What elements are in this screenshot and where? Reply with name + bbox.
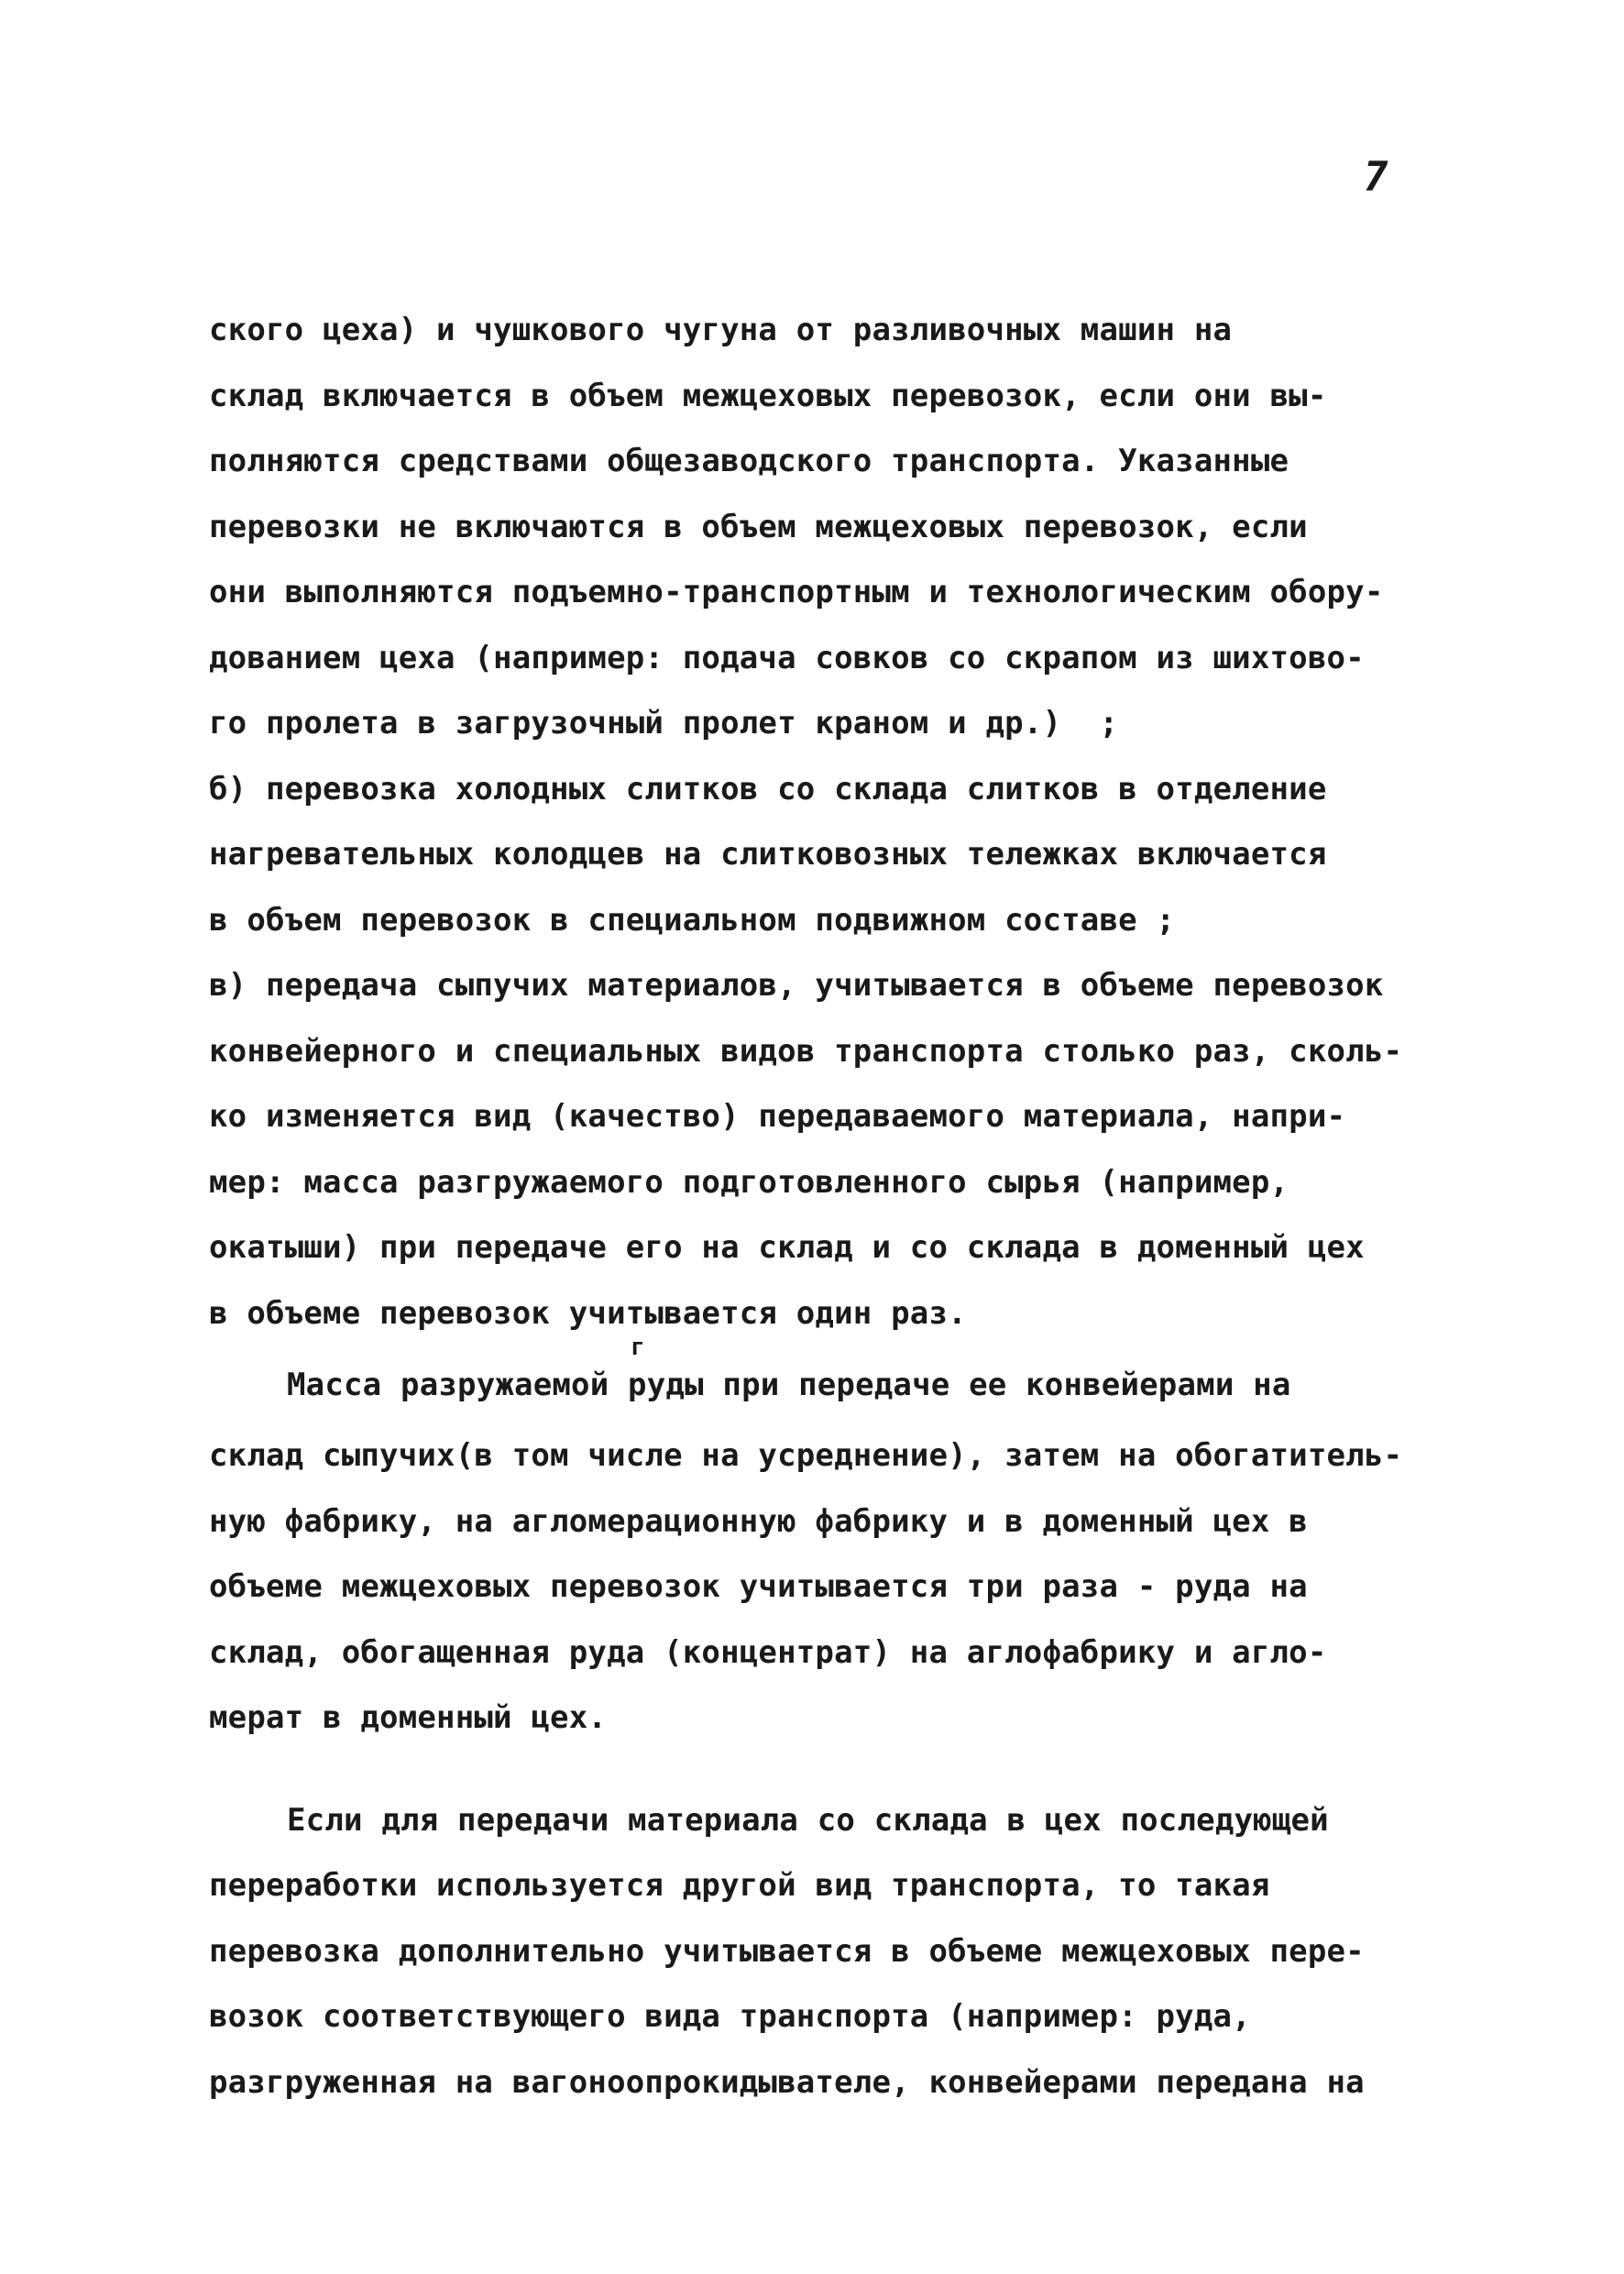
text-line: склад, обогащенная руда (концентрат) на аглофабрику и агло- [209,1633,1327,1671]
text-line: Масса разружаемой руды при передаче ее конвейерами на [287,1367,1291,1403]
text-line: Если для передачи материала со склада в цех последующей [287,1801,1329,1839]
text-line: мер: масса разгружаемого подготовленного сырья (например, [209,1163,1289,1201]
paragraph-spacer [209,1752,1520,1788]
text-line: они выполняются подъемно-транспортным и технологическим обору- [209,574,1384,610]
handwritten-correction-mark: г [631,1334,645,1361]
text-line: мерат в доменный цех. [209,1699,608,1736]
text-line: б) перевозка холодных слитков со склада слитков в отделение [209,770,1327,807]
text-line: конвейерного и специальных видов транспорта столько раз, сколь- [209,1032,1403,1070]
text-line: перевозка дополнительно учитывается в объеме межцеховых пере- [209,1932,1365,1970]
text-line: склад включается в объем межцеховых перевозок, если они вы- [209,377,1327,414]
text-line: дованием цеха (например: подача совков со скрапом из шихтово- [209,639,1365,676]
text-line: возок соответствующего вида транспорта (например: руда, [209,1998,1251,2035]
text-line: нагревательных колодцев на слитковозных тележках включается [209,836,1327,873]
page-number: 7 [1364,154,1388,201]
text-line: ко изменяется вид (качество) передаваемого материала, напри- [209,1098,1346,1135]
text-line: полняются средствами общезаводского транспорта. Указанные [209,443,1289,479]
text-line: окатыши) при передаче его на склад и со склада в доменный цех [209,1229,1365,1266]
paragraph-continued [209,298,1520,1346]
text-line: перевозки не включаются в объем межцеховых перевозок, если [209,508,1308,545]
text-line: переработки используется другой вид транспорта, то такая [209,1867,1270,1904]
text-line: в объем перевозок в специальном подвижном составе ; [209,901,1176,939]
text-line: ского цеха) и чушкового чугуна от разливочных машин на [209,312,1233,348]
document-body [209,298,1520,2115]
text-line: склад сыпучих(в том числе на усреднение), затем на обогатитель- [209,1437,1403,1474]
paragraph-other-transport [209,1788,1520,2116]
text-line: разгруженная на вагоноопрокидывателе, конвейерами передана на [209,2063,1365,2101]
text-line: го пролета в загрузочный пролет краном и др.) ; [209,705,1119,742]
text-line: объеме межцеховых перевозок учитывается три раза - руда на [209,1568,1308,1605]
paragraph-ore-mass [209,1334,1520,1752]
text-line: в объеме перевозок учитывается один раз. [209,1294,967,1332]
text-line: ную фабрику, на агломерационную фабрику и в доменный цех в [209,1502,1308,1540]
text-line: в) передача сыпучих материалов, учитывается в объеме перевозок [209,967,1384,1004]
